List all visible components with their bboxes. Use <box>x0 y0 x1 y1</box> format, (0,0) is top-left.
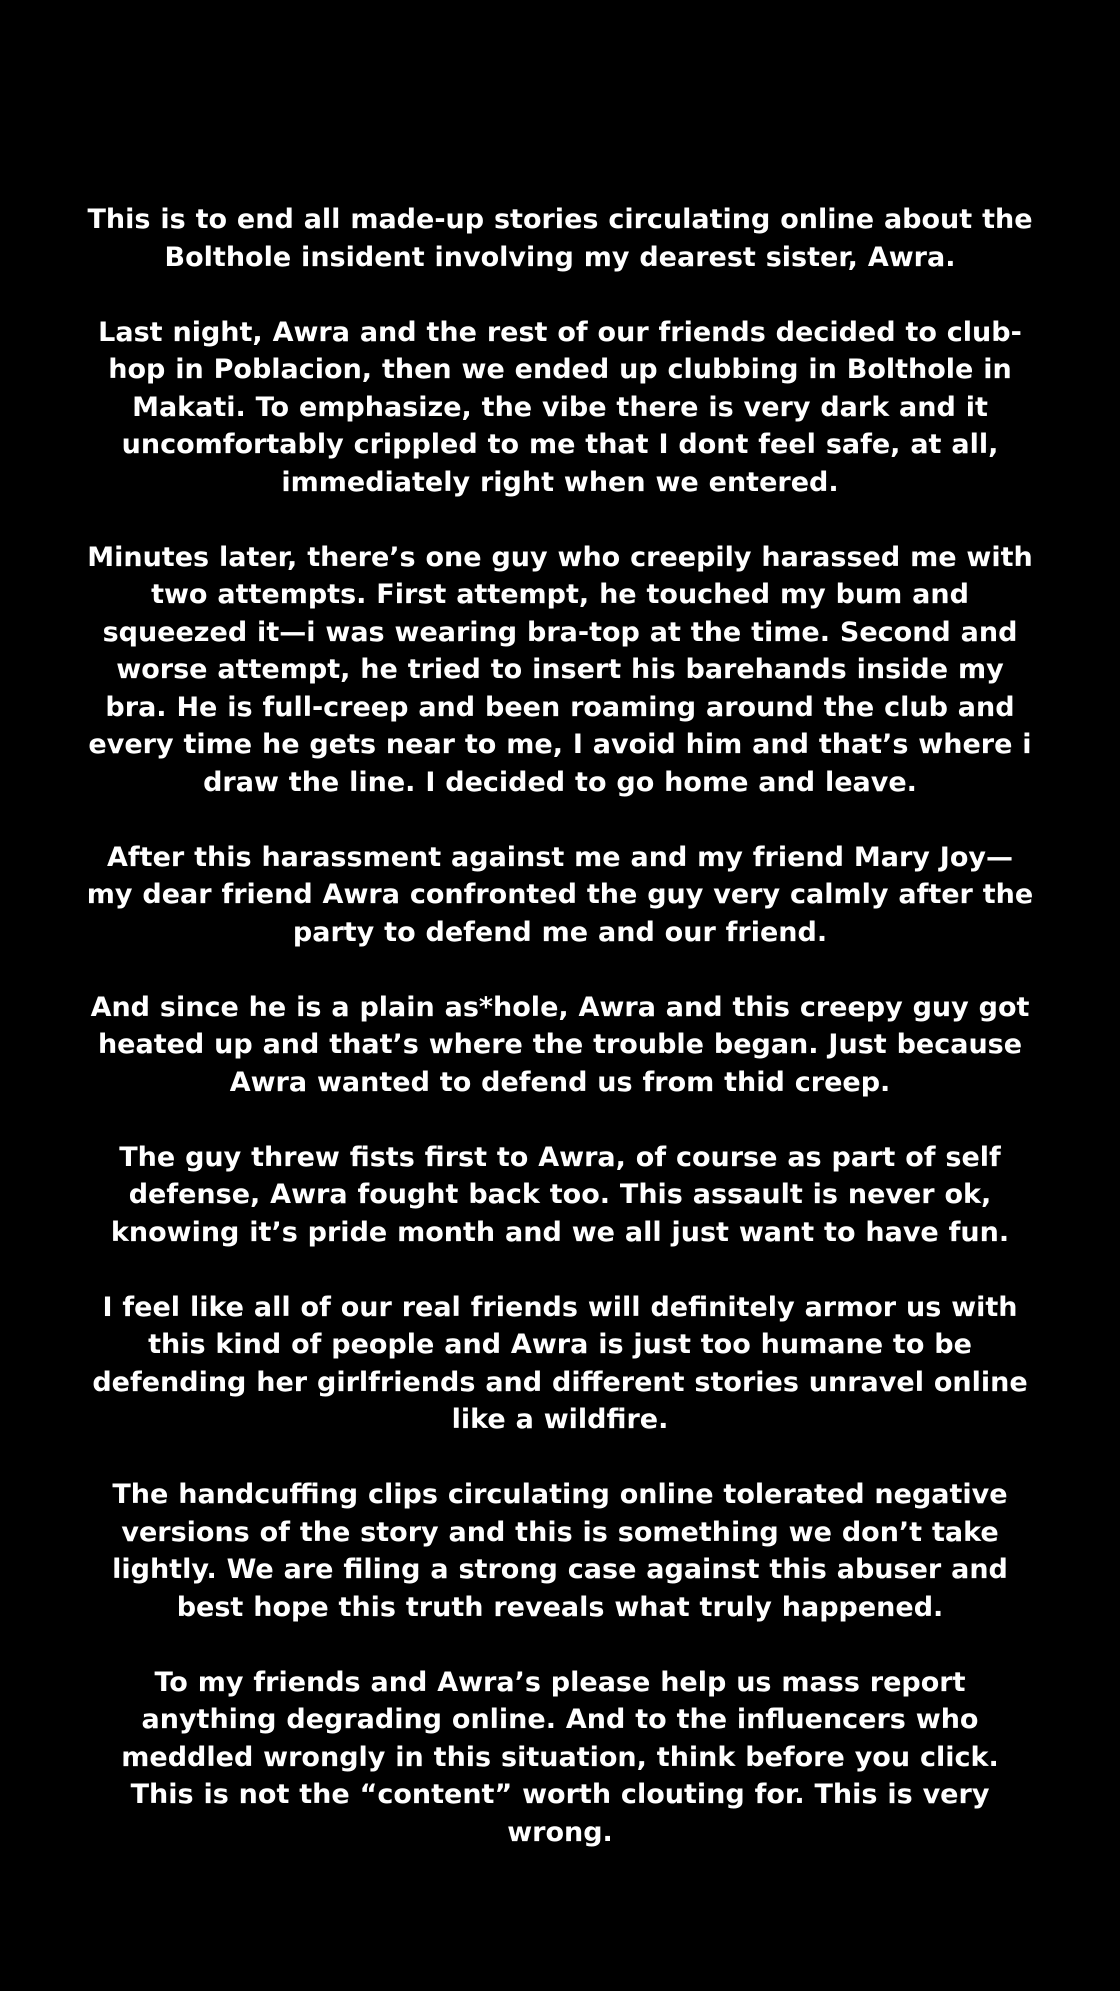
text-line: every time he gets near to me, I avoid him and that’s where i <box>88 729 1032 760</box>
text-line: Makati. To emphasize, the vibe there is very dark and it <box>132 391 988 423</box>
paragraph-confrontation <box>60 839 1060 952</box>
paragraph-closing <box>60 1664 1060 1852</box>
text-line: meddled wrongly in this situation, think before you click. <box>121 1741 999 1773</box>
text-line: defense, Awra fought back too. This assault is never ok, <box>128 1179 992 1210</box>
text-line: draw the line. I decided to go home and leave. <box>203 766 917 798</box>
text-line: knowing it’s pride month and we all just want to have fun. <box>110 1216 1010 1248</box>
paragraph-trouble <box>60 989 1060 1102</box>
paragraph-assault <box>60 1139 1060 1252</box>
text-line: two attempts. First attempt, he touched my bum and <box>151 579 969 610</box>
story-text-block <box>60 201 1060 1851</box>
text-line: And since he is a plain as*hole, Awra and this creepy guy got <box>90 991 1030 1023</box>
text-line: best hope this truth reveals what truly happened. <box>176 1591 944 1623</box>
paragraph-last-night <box>60 314 1060 502</box>
text-line: The handcuffing clips circulating online tolerated negative <box>112 1479 1008 1510</box>
text-line: party to defend me and our friend. <box>292 916 828 948</box>
text-line: this kind of people and Awra is just too humane to be <box>148 1329 972 1360</box>
text-line: hop in Poblacion, then we ended up clubbing in Bolthole in <box>108 354 1012 385</box>
text-line: squeezed it—i was wearing bra-top at the time. Second and <box>102 616 1018 648</box>
text-line: Last night, Awra and the rest of our friends decided to club- <box>98 316 1022 348</box>
text-line: bra. He is full-creep and been roaming around the club and <box>105 691 1015 723</box>
text-line: I feel like all of our real friends will definitely armor us with <box>102 1291 1018 1323</box>
text-line: heated up and that’s where the trouble began. Just because <box>97 1029 1023 1060</box>
text-line: uncomfortably crippled to me that I dont feel safe, at all, <box>121 429 999 460</box>
text-line: versions of the story and this is something we don’t take <box>121 1516 999 1548</box>
text-line: wrong. <box>507 1816 613 1848</box>
text-line: worse attempt, he tried to insert his barehands inside my <box>116 654 1004 685</box>
text-line: like a wildfire. <box>451 1404 669 1435</box>
paragraph-harassment <box>60 539 1060 802</box>
paragraph-intro <box>60 201 1060 276</box>
text-line: This is to end all made-up stories circulating online about the <box>87 204 1033 235</box>
text-line: anything degrading online. And to the influencers who <box>141 1704 979 1735</box>
text-line: Awra wanted to defend us from thid creep. <box>229 1066 891 1098</box>
text-line: defending her girlfriends and different stories unravel online <box>92 1366 1028 1398</box>
text-line: lightly. We are filing a strong case against this abuser and <box>112 1554 1008 1585</box>
text-line: immediately right when we entered. <box>281 466 839 498</box>
text-line: The guy threw fists first to Awra, of course as part of self <box>119 1141 1001 1173</box>
paragraph-friends <box>60 1289 1060 1439</box>
text-line: After this harassment against me and my friend Mary Joy— <box>107 841 1013 873</box>
text-line: Minutes later, there’s one guy who creepily harassed me with <box>87 541 1033 573</box>
text-line: Bolthole insident involving my dearest sister, Awra. <box>164 241 956 273</box>
paragraph-handcuffing <box>60 1476 1060 1626</box>
text-line: To my friends and Awra’s please help us mass report <box>154 1666 966 1698</box>
text-line: my dear friend Awra confronted the guy very calmly after the <box>86 879 1034 910</box>
text-line: This is not the “content” worth clouting for. This is very <box>130 1779 990 1810</box>
